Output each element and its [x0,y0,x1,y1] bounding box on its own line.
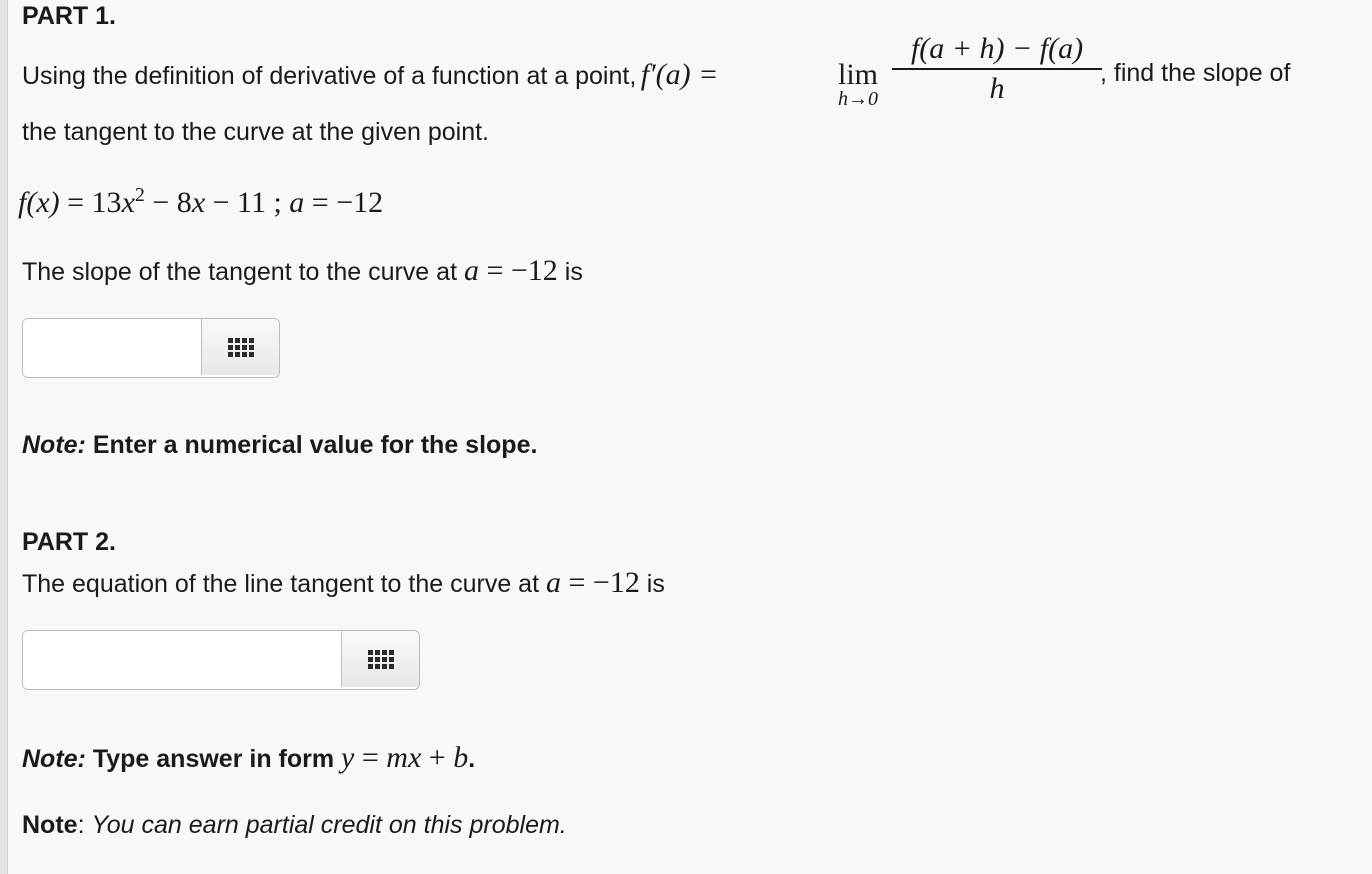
quotient-numerator: f(a + h) − f(a) [910,32,1084,65]
equation-note-label: Note: [22,745,86,773]
slope-math-keypad-button[interactable] [201,319,279,375]
tangent-prompt-a: a [545,566,561,599]
equation-math-keypad-button[interactable] [341,631,419,687]
function-coef: = 13 [59,186,122,219]
point-a-var: a [289,186,305,219]
equation-answer-box [22,630,420,690]
limit-operator [838,58,878,111]
left-border [0,0,8,874]
function-term3: − 11 ; [205,186,290,219]
slope-prompt [22,254,583,288]
difference-quotient [892,32,1102,106]
part1-heading: PART 1. [22,2,116,30]
function-term2: − 8 [144,186,192,219]
intro-text-line2: the tangent to the curve at the given point. [22,118,489,146]
function-var2: x [191,186,206,219]
tangent-prompt-value: = −12 [560,566,640,599]
slope-answer-box [22,318,280,378]
point-a-value: = −12 [304,186,384,219]
equation-note-text: Type answer in form [85,745,342,773]
slope-prompt-text: The slope of the tangent to the curve at [22,258,464,286]
definition-line [22,58,718,92]
intro-text-after: , find the slope of [1100,59,1291,87]
function-definition [18,184,383,220]
slope-prompt-a: a [463,254,479,287]
part2-heading: PART 2. [22,528,116,556]
equation-note [22,741,475,775]
derivative-lhs: f′(a) = [640,58,719,91]
lim-subscript: h→0 [838,88,878,110]
slope-note-label: Note: [22,431,86,459]
function-exponent: 2 [134,184,145,206]
note-math-plus: + [421,741,454,774]
equation-answer-input[interactable] [23,631,341,687]
tangent-prompt-text: The equation of the line tangent to the curve at [22,570,546,598]
slope-prompt-is: is [557,258,583,286]
tangent-prompt-is: is [639,570,665,598]
slope-answer-input[interactable] [23,319,201,375]
note-math-eq: = [354,741,387,774]
slope-note [22,431,537,460]
slope-note-text: Enter a numerical value for the slope. [85,431,538,459]
function-lhs: f(x) [18,186,60,219]
tangent-line-prompt [22,566,665,600]
note-math-y: y [341,741,355,774]
keypad-grid-icon [228,338,254,357]
credit-note-colon: : [77,811,92,839]
note-math-b: b [453,741,469,774]
note-period: . [468,745,476,773]
keypad-grid-icon [368,650,394,669]
partial-credit-note [22,811,567,840]
quotient-denominator: h [989,72,1005,105]
intro-text-before: Using the definition of derivative of a function at a point, [22,62,637,90]
note-math-mx: mx [386,741,422,774]
credit-note-text: You can earn partial credit on this problem. [91,811,567,839]
fraction-bar [892,68,1102,70]
credit-note-label: Note [22,811,78,839]
slope-prompt-value: = −12 [478,254,558,287]
function-var: x [121,186,135,219]
lim-word: lim [838,58,879,91]
